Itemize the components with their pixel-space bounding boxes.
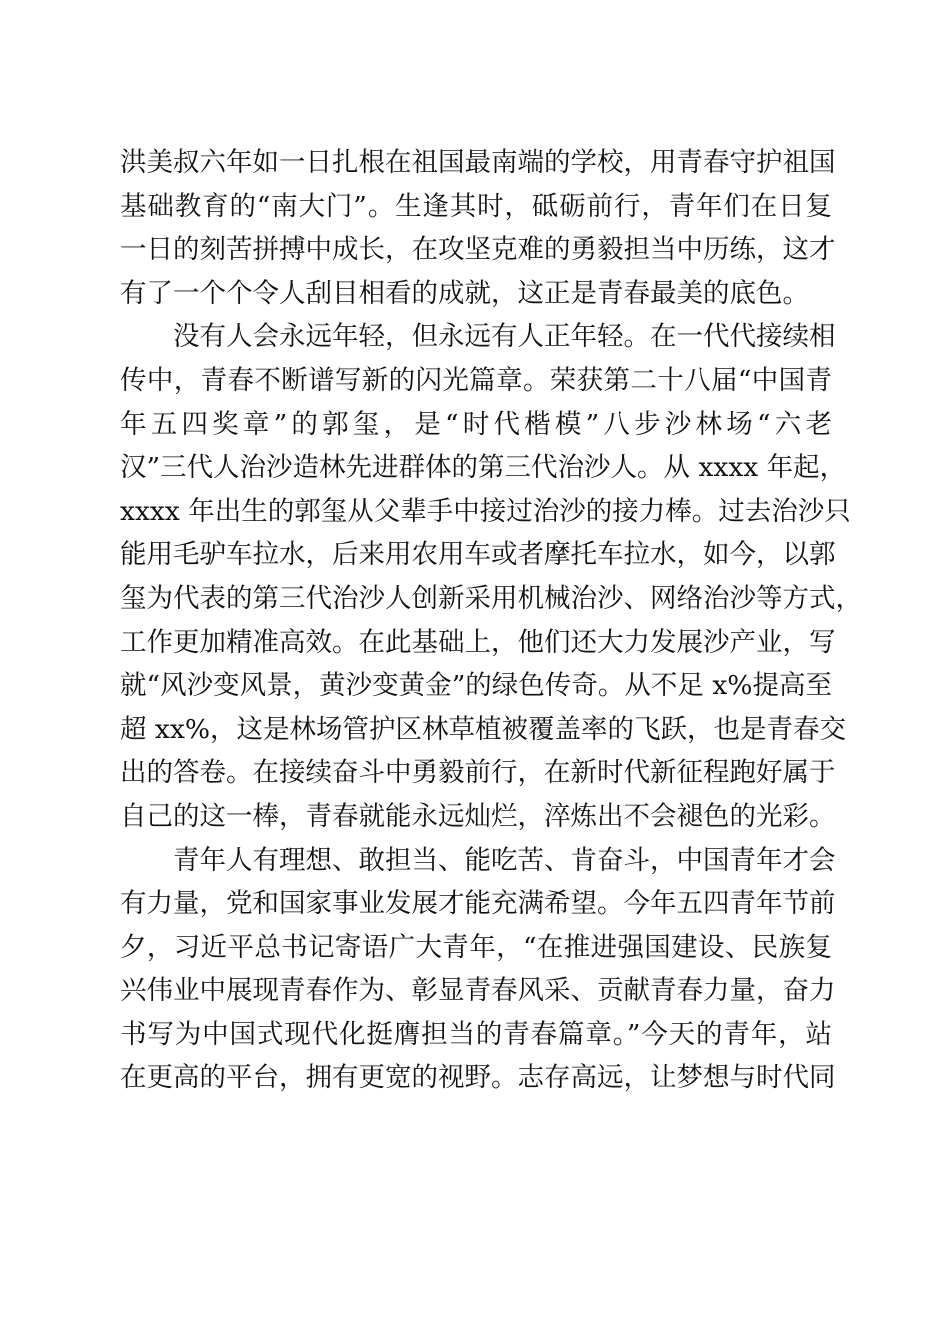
text-line: 超 xx%，这是林场管护区林草植被覆盖率的飞跃，也是青春交 — [120, 713, 846, 745]
paragraph-first-line: 青年人有理想、敢担当、能吃苦、肯奋斗，中国青年才会 — [173, 844, 836, 876]
text-line: 出的答卷。在接续奋斗中勇毅前行，在新时代新征程跑好属于 — [120, 757, 836, 789]
text-line: 年五四奖章”的郭玺，是“时代楷模”八步沙林场“六老 — [120, 408, 832, 440]
text-line: 传中，青春不断谱写新的闪光篇章。荣获第二十八届“中国青 — [120, 364, 832, 396]
text-line: 洪美叔六年如一日扎根在祖国最南端的学校，用青春守护祖国 — [120, 147, 836, 178]
text-line: 玺为代表的第三代治沙人创新采用机械治沙、网络治沙等方式， — [120, 582, 862, 614]
text-line: 能用毛驴车拉水，后来用农用车或者摩托车拉水，如今，以郭 — [120, 539, 836, 571]
body-text — [120, 141, 862, 1100]
text-line: 一日的刻苦拼搏中成长，在攻坚克难的勇毅担当中历练，这才 — [120, 234, 836, 266]
text-line: 工作更加精准高效。在此基础上，他们还大力发展沙产业，写 — [120, 626, 836, 658]
text-line: 自己的这一棒，青春就能永远灿烂，淬炼出不会褪色的光彩。 — [120, 800, 836, 832]
text-line: 兴伟业中展现青春作为、彰显青春风采、贡献青春力量，奋力 — [120, 975, 836, 1007]
text-line: 汉”三代人治沙造林先进群体的第三代治沙人。从 xxxx 年起， — [120, 452, 847, 484]
text-line: 就“风沙变风景，黄沙变黄金”的绿色传奇。从不足 x%提高至 — [120, 670, 832, 702]
text-line: 有力量，党和国家事业发展才能充满希望。今年五四青年节前 — [120, 888, 836, 920]
text-line: 有了一个个令人刮目相看的成就，这正是青春最美的底色。 — [120, 277, 809, 309]
text-line: 夕，习近平总书记寄语广大青年，“在推进强国建设、民族复 — [120, 931, 832, 963]
text-line: 在更高的平台，拥有更宽的视野。志存高远，让梦想与时代同 — [120, 1062, 836, 1094]
text-line: xxxx 年出生的郭玺从父辈手中接过治沙的接力棒。过去治沙只 — [120, 495, 851, 527]
paragraph-first-line: 没有人会永远年轻，但永远有人正年轻。在一代代接续相 — [173, 321, 836, 353]
text-line: 书写为中国式现代化挺膺担当的青春篇章。”今天的青年，站 — [120, 1018, 832, 1050]
text-line: 基础教育的“南大门”。生逢其时，砥砺前行，青年们在日复 — [120, 190, 832, 222]
